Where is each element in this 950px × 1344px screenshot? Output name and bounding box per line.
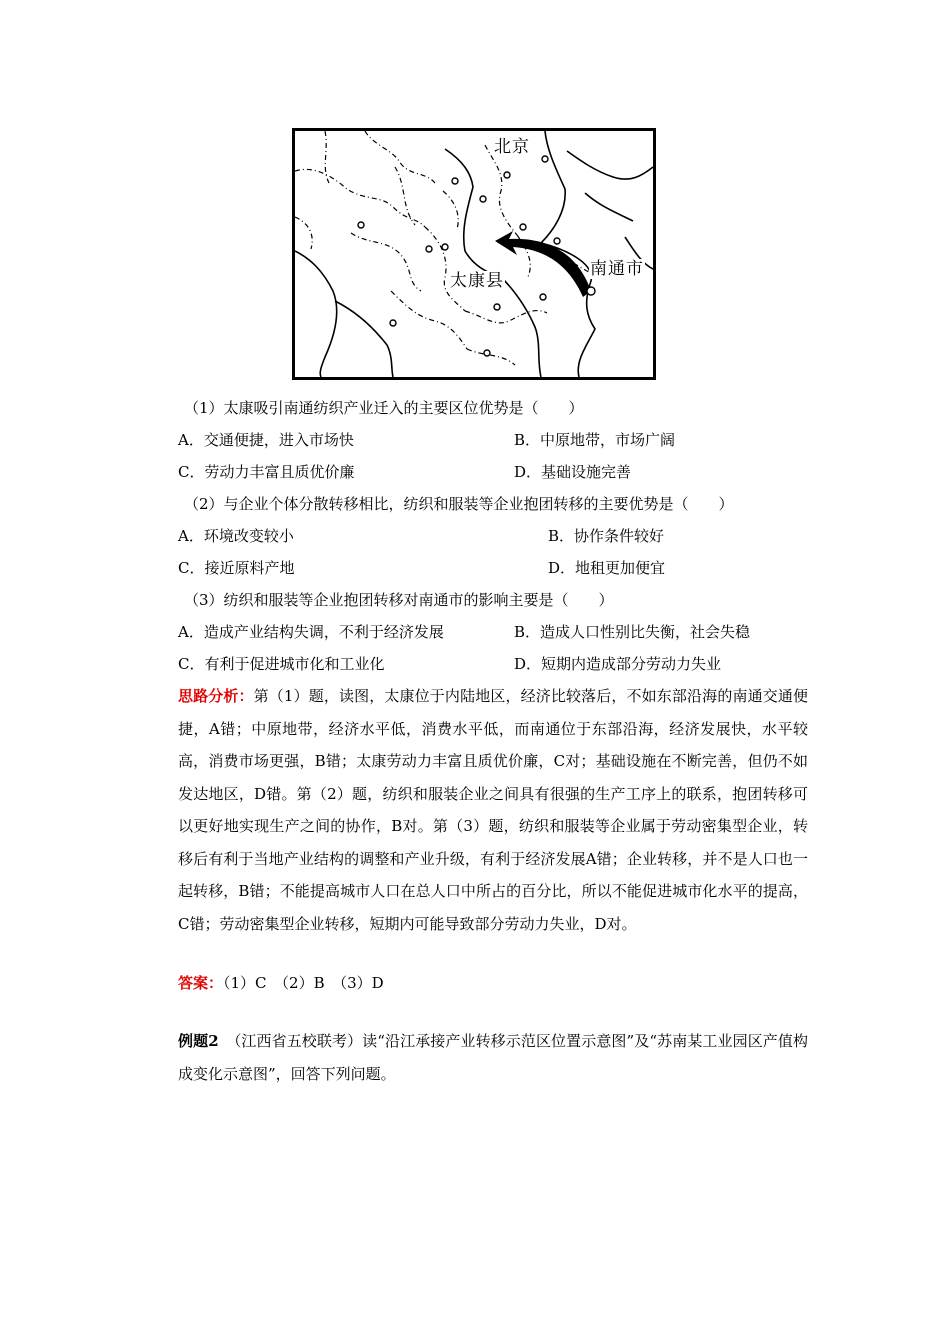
map-drawing <box>295 131 653 377</box>
q1-option-c: C．劳动力丰富且质优价廉 <box>178 463 355 481</box>
map-label-taikang: 太康县 <box>450 271 504 291</box>
question-2-stem: （2）与企业个体分散转移相比，纺织和服装等企业抱团转移的主要优势是（ ） <box>184 495 734 513</box>
q1-option-b: B．中原地带，市场广阔 <box>514 431 676 449</box>
q3-option-b: B．造成人口性别比失衡，社会失稳 <box>514 623 751 641</box>
migration-map <box>292 128 656 380</box>
map-label-nantong: 南通市 <box>590 259 644 279</box>
answer-line <box>178 972 384 994</box>
analysis-label: 思路分析： <box>178 687 254 705</box>
analysis-paragraph <box>178 680 808 940</box>
q2-option-d: D．地租更加便宜 <box>548 559 666 577</box>
q3-option-a: A．造成产业结构失调，不利于经济发展 <box>178 623 444 641</box>
q2-option-c: C．接近原料产地 <box>178 559 295 577</box>
question-1-stem: （1）太康吸引南通纺织产业迁入的主要区位优势是（ ） <box>184 399 584 417</box>
answer-text: （1）C （2）B （3）D <box>223 974 384 992</box>
example-2-paragraph <box>178 1025 808 1090</box>
q2-option-b: B．协作条件较好 <box>548 527 665 545</box>
q2-option-a: A．环境改变较小 <box>178 527 294 545</box>
analysis-text: 第（1）题，读图，太康位于内陆地区，经济比较落后，不如东部沿海的南通交通便捷，A错；中原地带，经济水平低，消费水平低，而南通位于东部沿海，经济发展快，水平较高，消费市场更强，B错；太康劳动力丰富且质优价廉，C对；基础设施在不断完善，但仍不如发达地区，D错。第（2）题，纺织和服装企业之间具有很强的生产工序上的联系，抱团转移可以更好地实现生产之间的协作，B对。第（3）题，纺织和服装等企业属于劳动密集型企业，转移后有利于当地产业结构的调整和产业升级，有利于经济发展A错；企业转移，并不是人口也一起转移，B错；不能提高城市人口在总人口中所占的百分比，所以不能促进城市化水平的提高，C错；劳动密集型企业转移，短期内可能导致部分劳动力失业，D对。 <box>178 687 808 933</box>
map-label-beijing: 北京 <box>494 137 530 157</box>
q1-option-d: D．基础设施完善 <box>514 463 632 481</box>
example-2-text: （江西省五校联考）读“沿江承接产业转移示范区位置示意图”及“苏南某工业园区产值构成变化示意图”，回答下列问题。 <box>178 1032 808 1083</box>
q3-option-d: D．短期内造成部分劳动力失业 <box>514 655 722 673</box>
q1-option-a: A．交通便捷，进入市场快 <box>178 431 354 449</box>
question-3-stem: （3）纺织和服装等企业抱团转移对南通市的影响主要是（ ） <box>184 591 614 609</box>
example-2-label: 例题2 <box>178 1032 219 1050</box>
answer-label: 答案： <box>178 974 224 992</box>
q3-option-c: C．有利于促进城市化和工业化 <box>178 655 385 673</box>
